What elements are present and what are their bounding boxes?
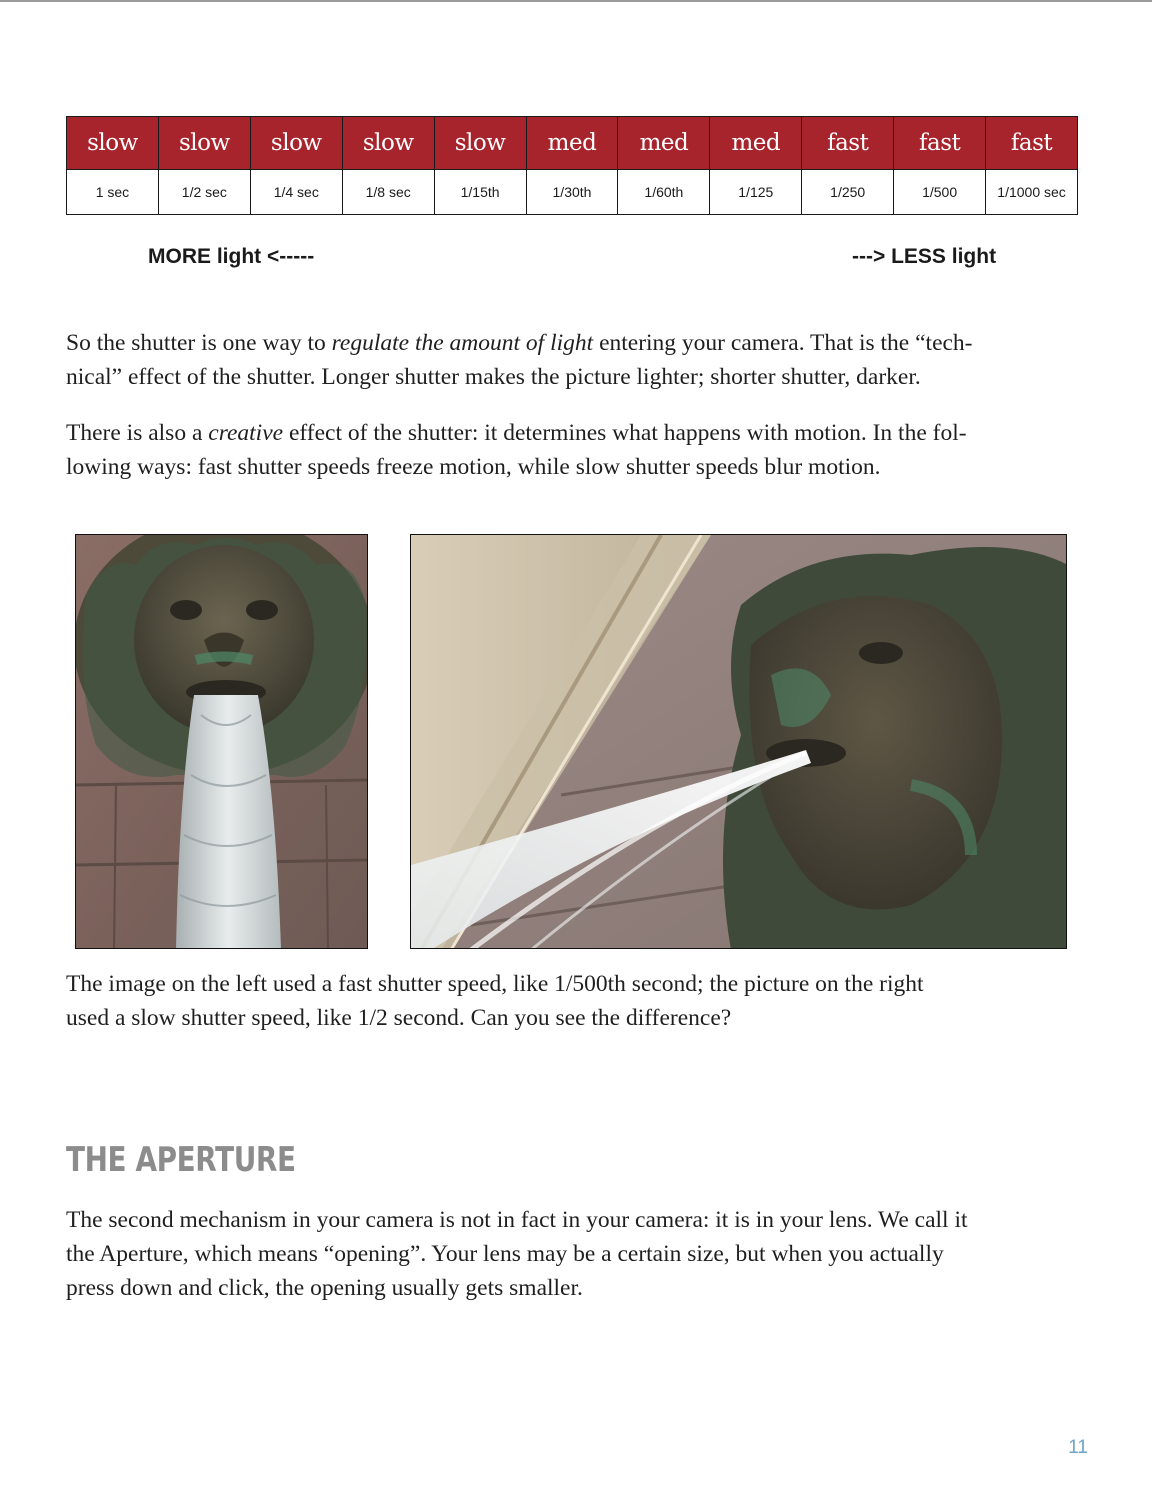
speed-category-cell: fast	[894, 117, 986, 170]
speed-value-cell: 1/15th	[434, 170, 526, 215]
text-run: So the shutter is one way to	[66, 330, 332, 356]
paragraph-line: lowing ways: fast shutter speeds freeze motion, while slow shutter speeds blur motion.	[66, 454, 881, 480]
page-number: 11	[1068, 1437, 1088, 1458]
speed-value-cell: 1/125	[710, 170, 802, 215]
speed-category-cell: slow	[158, 117, 250, 170]
speed-value-cell: 1/8 sec	[342, 170, 434, 215]
speed-value-row	[67, 170, 1078, 215]
section-heading-aperture: THE APERTURE	[66, 1140, 296, 1180]
speed-value-cell: 1/30th	[526, 170, 618, 215]
text-run: effect of the shutter: it determines what happens with motion. In the fol-	[283, 420, 967, 446]
speed-category-cell: med	[618, 117, 710, 170]
top-rule	[0, 0, 1152, 2]
speed-value-cell: 1/2 sec	[158, 170, 250, 215]
text-run: entering your camera. That is the “tech-	[593, 330, 973, 356]
more-light-label: MORE light <-----	[148, 245, 315, 268]
speed-value-cell: 1/500	[894, 170, 986, 215]
speed-category-row	[67, 117, 1078, 170]
paragraph-line: press down and click, the opening usually gets smaller.	[66, 1275, 583, 1301]
less-light-label: ---> LESS light	[852, 245, 997, 268]
speed-category-cell: med	[526, 117, 618, 170]
speed-category-cell: fast	[986, 117, 1078, 170]
speed-value-cell: 1 sec	[67, 170, 159, 215]
lion-fountain-blurred-image	[411, 535, 1067, 949]
paragraph-aperture	[66, 1203, 1096, 1305]
paragraph-shutter-creative	[66, 416, 1096, 484]
emphasis-text: regulate the amount of light	[331, 330, 594, 356]
fast-shutter-photo	[75, 534, 368, 949]
speed-value-cell: 1/60th	[618, 170, 710, 215]
speed-value-cell: 1/250	[802, 170, 894, 215]
paragraph-line: the Aperture, which means “opening”. Your lens may be a certain size, but when you actually	[66, 1241, 944, 1267]
speed-value-cell: 1/4 sec	[250, 170, 342, 215]
paragraph-line: The second mechanism in your camera is not in fact in your camera: it is in your lens. We call it	[66, 1207, 968, 1233]
paragraph-line: used a slow shutter speed, like 1/2 second. Can you see the difference?	[66, 1005, 732, 1031]
speed-category-cell: fast	[802, 117, 894, 170]
speed-category-cell: slow	[67, 117, 159, 170]
paragraph-line: nical” effect of the shutter. Longer shutter makes the picture lighter; shorter shutter, darker.	[66, 364, 921, 390]
speed-category-cell: slow	[342, 117, 434, 170]
photo-caption	[66, 967, 1096, 1035]
slow-shutter-photo	[410, 534, 1067, 949]
speed-value-cell: 1/1000 sec	[986, 170, 1078, 215]
lion-fountain-frozen-image	[76, 535, 368, 949]
text-run: There is also a	[66, 420, 209, 446]
speed-category-cell: med	[710, 117, 802, 170]
speed-category-cell: slow	[434, 117, 526, 170]
shutter-speed-table	[66, 116, 1078, 215]
paragraph-shutter-technical	[66, 326, 1096, 394]
paragraph-line: The image on the left used a fast shutter speed, like 1/500th second; the picture on the right	[66, 971, 924, 997]
emphasis-text: creative	[208, 420, 284, 446]
speed-category-cell: slow	[250, 117, 342, 170]
paragraph-line	[66, 416, 1096, 450]
paragraph-line	[66, 326, 1096, 360]
